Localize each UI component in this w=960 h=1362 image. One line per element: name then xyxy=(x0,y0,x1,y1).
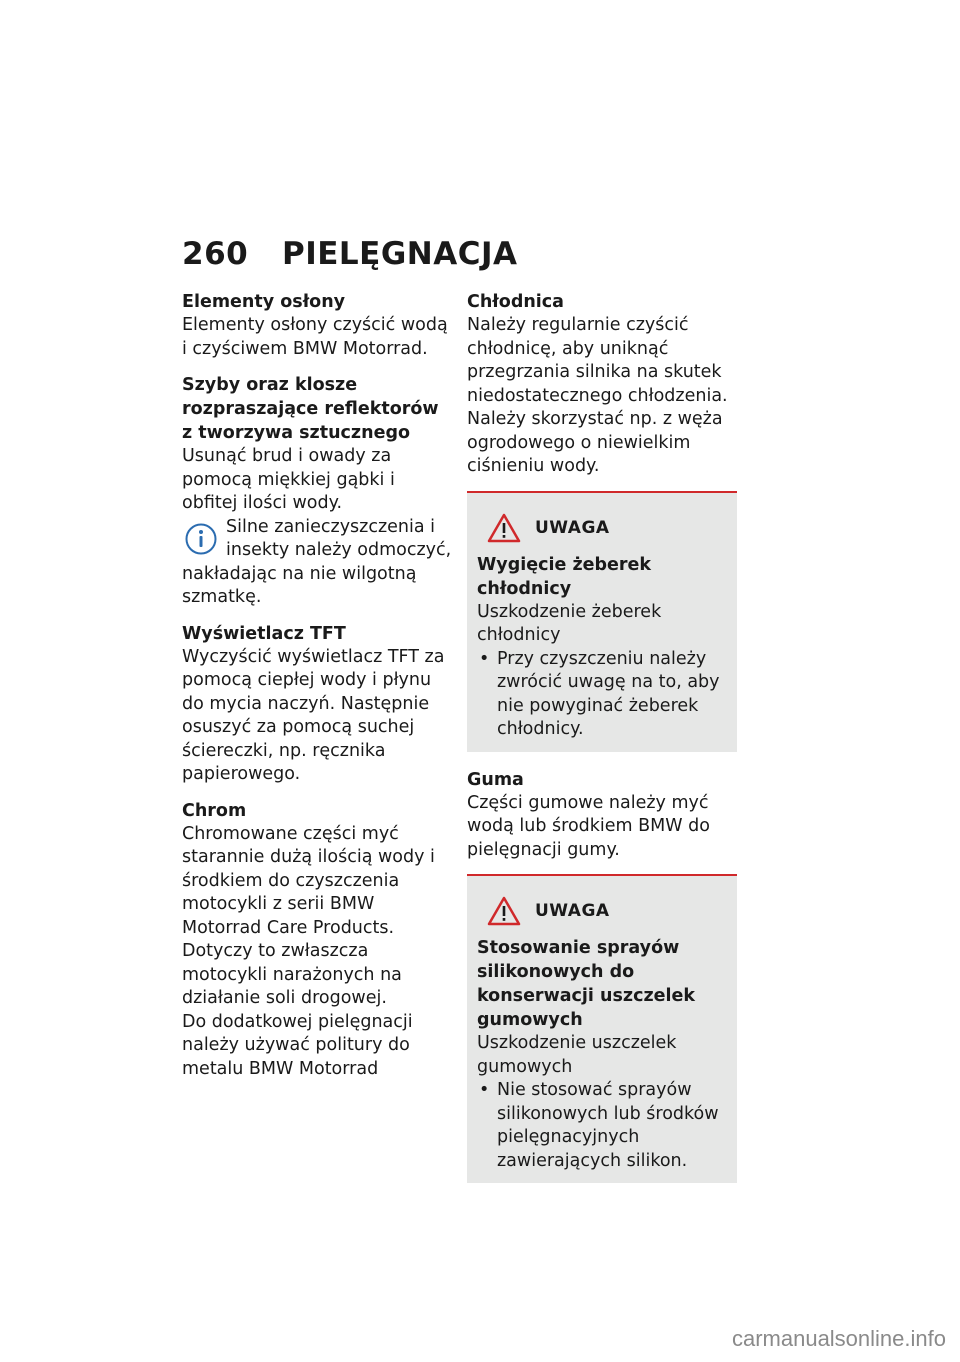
section-szyby xyxy=(182,373,454,610)
page-number: 260 xyxy=(182,236,249,272)
section-tft xyxy=(182,622,454,787)
warning-title xyxy=(477,513,727,543)
page-title: PIELĘGNACJA xyxy=(282,236,518,272)
warning-label: UWAGA xyxy=(535,517,610,538)
warning-label: UWAGA xyxy=(535,901,610,921)
left-column xyxy=(182,290,454,1093)
warning-body: Uszkodzenie uszczelek gumowych xyxy=(477,1033,677,1077)
section-elementy-oslony xyxy=(182,290,454,361)
section-guma xyxy=(467,768,737,863)
section-body: Wyczyścić wyświetlacz TFT za pomocą ciepłej wody i płynu do mycia naczyń. Następnie osuszyć za pomocą suchej ściereczki, np. ręcznika papierowego. xyxy=(182,646,445,784)
page-header xyxy=(182,236,518,272)
section-heading: Chrom xyxy=(182,800,247,821)
section-body: Należy skorzystać np. z węża ogrodowego o niewielkim ciśnieniu wody. xyxy=(467,409,723,476)
warning-box-guma xyxy=(467,874,737,1183)
warning-heading: Stosowanie sprayów silikonowych do konserwacji uszczelek gumowych xyxy=(477,938,695,1030)
section-heading: Wyświetlacz TFT xyxy=(182,623,346,644)
warning-title xyxy=(477,896,727,926)
info-hand-icon xyxy=(184,522,218,556)
section-chrom xyxy=(182,799,454,1082)
note-text: Silne zanieczyszczenia i insekty należy odmoczyć, nakładając na nie wilgotną szmatkę. xyxy=(182,516,452,607)
section-body: Części gumowe należy myć wodą lub środkiem BMW do pielęgnacji gumy. xyxy=(467,792,710,860)
section-body: Do dodatkowej pielęgnacji należy używać politury do metalu BMW Motorrad xyxy=(182,1011,413,1079)
section-chlodnica xyxy=(467,290,737,479)
warning-bullet: • Nie stosować sprayów silikonowych lub środków pielęgnacyjnych zawierających silikon. xyxy=(477,1079,727,1173)
warning-triangle-icon xyxy=(487,513,521,543)
watermark: carmanualsonline.info xyxy=(731,1326,946,1351)
warning-bullet: • Przy czyszczeniu należy zwrócić uwagę na to, aby nie powyginać żeberek chłodnicy. xyxy=(477,648,727,742)
warning-heading: Wygięcie żeberek chłodnicy xyxy=(477,554,652,599)
section-body: Elementy osłony czyścić wodą i czyściwem BMW Motorrad. xyxy=(182,315,448,359)
warning-triangle-icon xyxy=(487,896,521,926)
section-heading: Elementy osłony xyxy=(182,292,346,312)
section-body: Należy regularnie czyścić chłodnicę, aby uniknąć przegrzania silnika na skutek niedostatecznego chłodzenia. xyxy=(467,315,728,406)
info-note xyxy=(182,516,454,610)
warning-body: Uszkodzenie żeberek chłodnicy xyxy=(477,601,662,645)
section-body: Chromowane części myć starannie dużą ilością wody i środkiem do czyszczenia motocykli z serii BMW Motorrad Care Products. Dotyczy to zwłaszcza motocykli narażonych na działanie soli drogowej. xyxy=(182,823,435,1008)
section-heading: Szyby oraz klosze rozpraszające reflektorów z tworzywa sztucznego xyxy=(182,375,439,443)
section-body: Usunąć brud i owady za pomocą miękkiej gąbki i obfitej ilości wody. xyxy=(182,446,395,513)
section-heading: Chłodnica xyxy=(467,292,564,312)
right-column xyxy=(467,290,737,1199)
warning-box-chlodnica xyxy=(467,491,737,752)
section-heading: Guma xyxy=(467,769,524,790)
